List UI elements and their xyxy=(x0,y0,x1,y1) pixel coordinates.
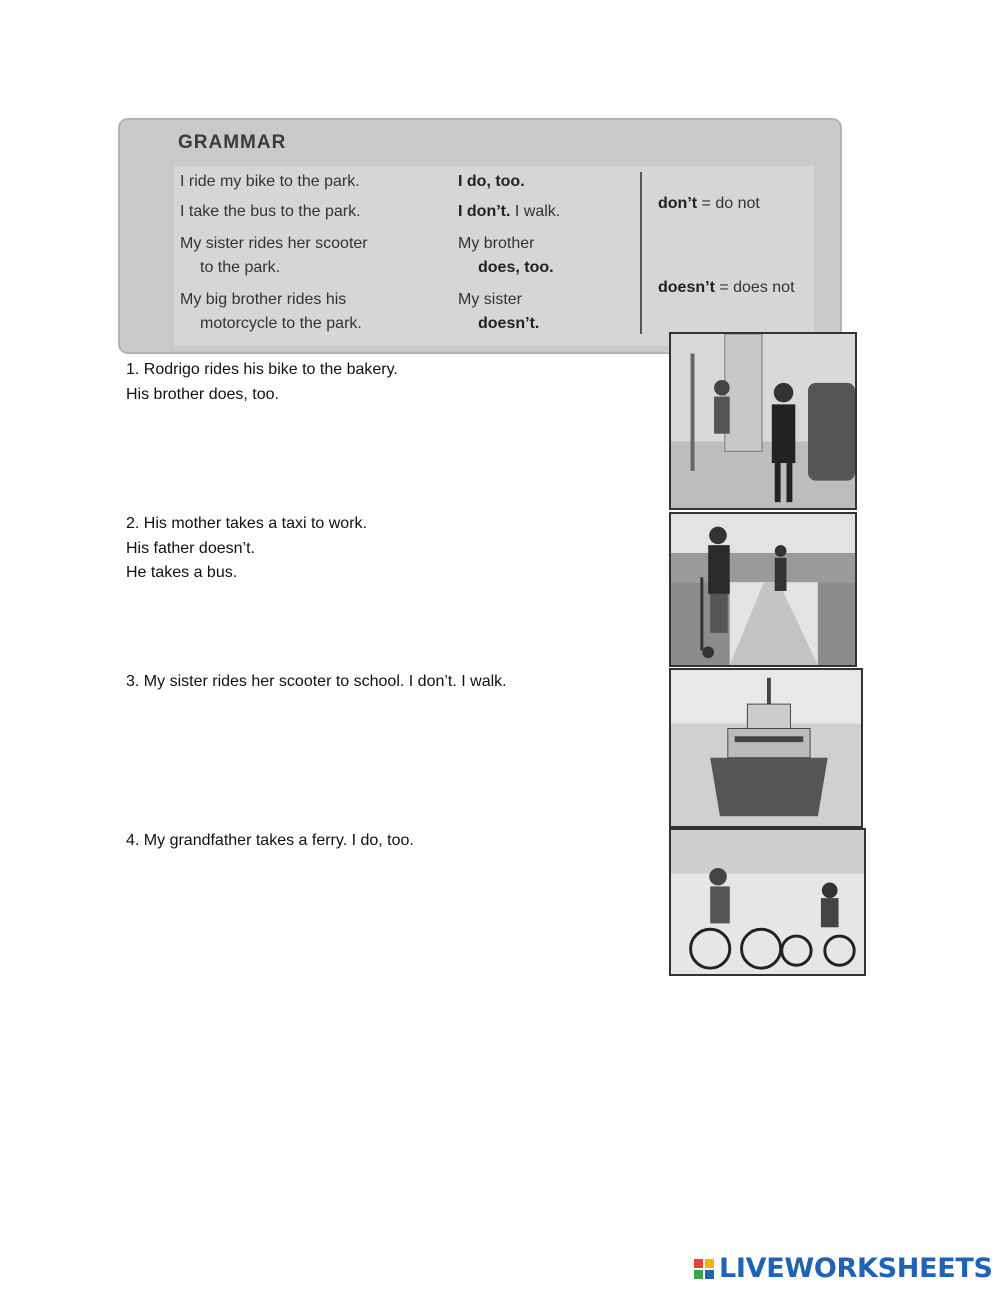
ferry-scene-image xyxy=(669,668,863,828)
grammar-response-4: My sister doesn’t. xyxy=(458,291,540,332)
grammar-response-2: I don’t. I walk. xyxy=(458,203,561,220)
taxi-scene-image xyxy=(669,332,857,510)
liveworksheets-wordmark: LIVEWORKSHEETS xyxy=(719,1253,993,1284)
grammar-title: GRAMMAR xyxy=(178,132,287,153)
scooter-scene-image xyxy=(669,512,857,667)
item-3 xyxy=(126,670,507,695)
item-2 xyxy=(126,512,367,586)
grammar-divider xyxy=(640,172,642,334)
item-2-line-2: His father doesn’t. xyxy=(126,539,255,557)
bicycle-scene-image xyxy=(669,828,866,976)
liveworksheets-logo xyxy=(694,1253,993,1284)
grammar-sentence-2: I take the bus to the park. xyxy=(180,203,361,220)
liveworksheets-mark-icon xyxy=(694,1259,714,1279)
item-1-line-2: His brother does, too. xyxy=(126,385,279,403)
grammar-response-3: My brother does, too. xyxy=(458,235,554,276)
item-3-line-1: 3. My sister rides her scooter to school. I don’t. I walk. xyxy=(126,673,507,690)
grammar-response-1: I do, too. xyxy=(458,173,525,190)
grammar-note-dont: don’t = do not xyxy=(658,195,760,212)
grammar-note-doesnt: doesn’t = does not xyxy=(658,279,795,296)
item-4-line-1: 4. My grandfather takes a ferry. I do, too. xyxy=(126,832,414,849)
item-1-line-1: 1. Rodrigo rides his bike to the bakery. xyxy=(126,361,398,378)
item-4 xyxy=(126,829,414,854)
grammar-box xyxy=(118,118,842,354)
item-2-line-1: 2. His mother takes a taxi to work. xyxy=(126,515,367,532)
grammar-sentence-3: My sister rides her scooter to the park. xyxy=(180,235,368,276)
faded-background-text xyxy=(418,128,423,148)
grammar-sentence-1: I ride my bike to the park. xyxy=(180,173,360,190)
grammar-sentence-4: My big brother rides his motorcycle to the park. xyxy=(180,291,362,332)
item-2-line-3: He takes a bus. xyxy=(126,564,238,581)
grammar-table xyxy=(174,166,814,346)
item-1 xyxy=(126,358,398,407)
